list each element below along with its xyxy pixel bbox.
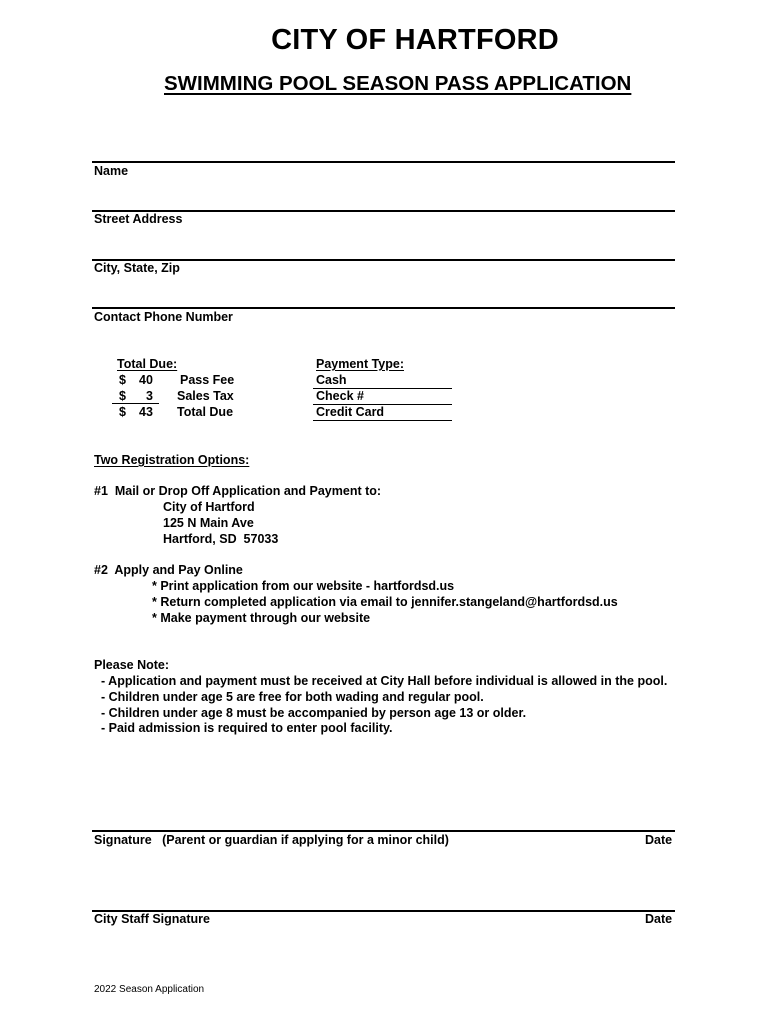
note-item: - Paid admission is required to enter pool facility. xyxy=(101,721,393,735)
fee-currency: $ xyxy=(119,373,126,387)
option-two-label: #2 Apply and Pay Online xyxy=(94,563,243,577)
note-item: - Children under age 5 are free for both wading and regular pool. xyxy=(101,690,484,704)
name-label: Name xyxy=(94,164,129,178)
online-step: * Make payment through our website xyxy=(152,611,371,625)
online-step: * Print application from our website - hartfordsd.us xyxy=(152,579,455,593)
parent-signature-date-label: Date xyxy=(645,833,673,847)
online-step: * Return completed application via email to jennifer.stangeland@hartfordsd.us xyxy=(152,595,618,609)
fee-amount: 40 xyxy=(139,373,153,387)
total-amount: 43 xyxy=(139,405,153,419)
total-label: Total Due xyxy=(177,405,234,419)
mailing-address-line: City of Hartford xyxy=(163,500,255,514)
parent-signature-label: Signature (Parent or guardian if applying for a minor child) xyxy=(94,833,449,847)
staff-signature-date-label: Date xyxy=(645,912,673,926)
parent-signature-line[interactable] xyxy=(92,830,675,832)
subtotal-rule xyxy=(112,403,159,404)
payment-type-heading: Payment Type: xyxy=(316,357,404,371)
total-due-heading: Total Due: xyxy=(117,357,178,371)
payment-rule xyxy=(313,420,452,421)
city-state-zip-label: City, State, Zip xyxy=(94,261,180,275)
option-one-label: #1 Mail or Drop Off Application and Payment to: xyxy=(94,484,382,498)
tax-label: Sales Tax xyxy=(177,389,234,403)
note-item: - Application and payment must be received at City Hall before individual is allowed in the pool. xyxy=(101,674,668,688)
total-currency: $ xyxy=(119,405,126,419)
phone-label: Contact Phone Number xyxy=(94,310,233,324)
payment-option-check[interactable]: Check # xyxy=(316,389,364,403)
tax-amount: 3 xyxy=(146,389,153,403)
notes-heading: Please Note: xyxy=(94,658,170,672)
payment-option-cash[interactable]: Cash xyxy=(316,373,347,387)
mailing-address-line: Hartford, SD 57033 xyxy=(163,532,279,546)
staff-signature-label: City Staff Signature xyxy=(94,912,210,926)
registration-heading: Two Registration Options: xyxy=(94,453,250,467)
page-subtitle: SWIMMING POOL SEASON PASS APPLICATION xyxy=(164,72,632,95)
page-title: CITY OF HARTFORD xyxy=(271,24,559,56)
footer-text: 2022 Season Application xyxy=(94,984,205,995)
mailing-address-line: 125 N Main Ave xyxy=(163,516,254,530)
payment-option-credit[interactable]: Credit Card xyxy=(316,405,385,419)
phone-line[interactable] xyxy=(92,307,675,309)
note-item: - Children under age 8 must be accompanied by person age 13 or older. xyxy=(101,706,527,720)
street-address-label: Street Address xyxy=(94,212,183,226)
fee-label: Pass Fee xyxy=(180,373,235,387)
name-line[interactable] xyxy=(92,161,675,163)
tax-currency: $ xyxy=(119,389,126,403)
